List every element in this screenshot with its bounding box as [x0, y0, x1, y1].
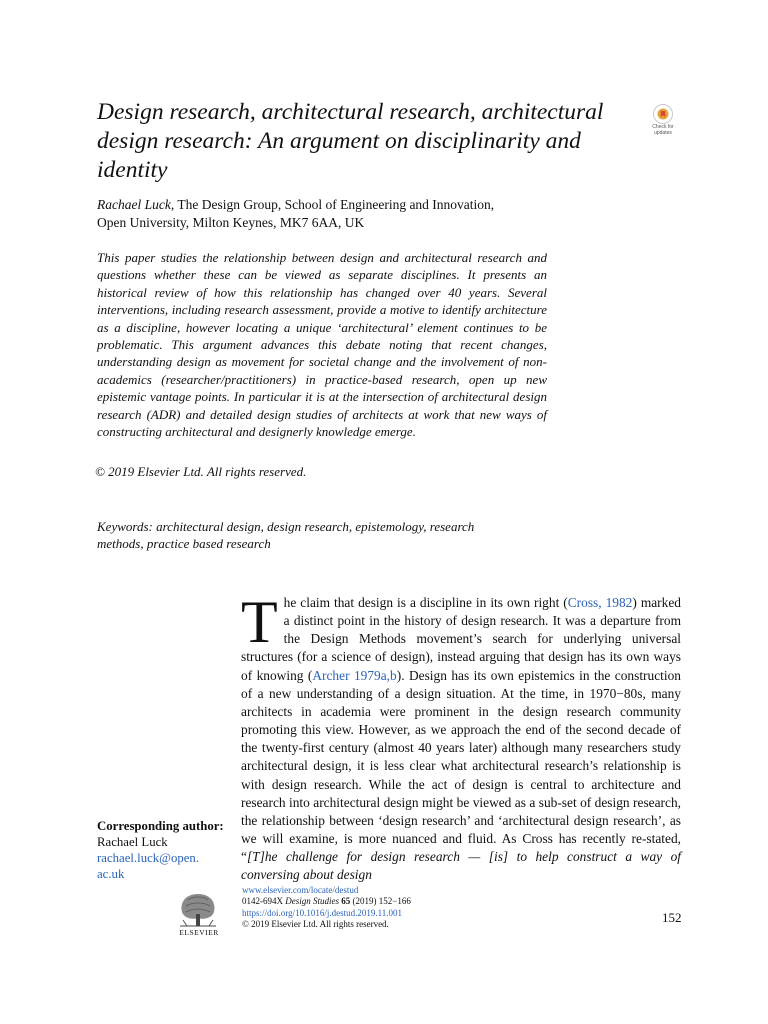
- publisher-logo-text: ELSEVIER: [179, 928, 219, 937]
- author-name: Rachael Luck: [97, 197, 171, 212]
- corresponding-author: [97, 818, 227, 882]
- abstract: This paper studies the relationship between design and architectural research and questions whether these can be viewed as separate disciplines. It presents an historical review of how this relationship has changed over 40 years. Several interventions, including research assessment, provide a motive to identify architecture as a discipline, however locating a unique ‘architectural’ element continues to be problematic. This argument advances this debate noting that recent changes, understanding design as movement for societal change and the involvement of non-academics (researcher/practitioners) in practice-based research, open up new epistemic vantage points. In particular it is at the intersection of architectural design research (ADR) and detailed design studies of architects at work that new ways of constructing architectural and designerly knowledge emerge.: [97, 250, 547, 440]
- paper-title: Design research, architectural research, architectural design research: An argument on disciplinarity and identity: [97, 99, 604, 183]
- check-for-updates-badge[interactable]: [648, 104, 678, 140]
- body-text-3: ). Design has its own epistemics in the construction of a new understanding of a design situation. At the time, in 1970−80s, many architects in academia were prominent in the design research community promoting this view. However, as we approach the end of the second decade of the twenty-first century (almost 40 years later) although many researchers study architectural design, it is less clear what architectural research’s relationship is with design research. While the act of design is central to architecture and research into architectural design might be viewed as a sub-set of design research, the relationship between ‘design research’ and ‘architectural design research’, as we will examine, is more nuanced and fluid. As Cross has recently re-stated, “: [241, 667, 681, 865]
- doi-link[interactable]: https://doi.org/10.1016/j.destud.2019.11.001: [242, 907, 403, 918]
- corresponding-author-name: Rachael Luck: [97, 835, 168, 849]
- author-affiliation: , The Design Group, School of Engineering and Innovation,: [170, 197, 495, 212]
- citation-line: 0142-694X Design Studies 65 (2019) 152−166: [242, 896, 411, 907]
- keywords: Keywords: architectural design, design research, epistemology, research methods, practice based research: [97, 519, 475, 552]
- citation-link-cross-1982[interactable]: Cross, 1982: [567, 595, 633, 610]
- footer-copyright: © 2019 Elsevier Ltd. All rights reserved.: [242, 919, 389, 930]
- journal-url-link[interactable]: www.elsevier.com/locate/destud: [242, 885, 359, 895]
- author-address: Open University, Milton Keynes, MK7 6AA, UK: [97, 215, 365, 230]
- bookmark-icon: [653, 104, 673, 124]
- page-footer: [242, 885, 622, 931]
- corresponding-author-heading: Corresponding author:: [97, 819, 224, 833]
- citation-link-archer-1979[interactable]: Archer 1979a,b: [312, 667, 397, 683]
- body-text-1: he claim that design is a discipline in its own right (: [283, 595, 568, 610]
- body-quote: [T]he challenge for design research — [is] to help construct a way of conversing about design: [241, 849, 681, 883]
- abstract-copyright: © 2019 Elsevier Ltd. All rights reserved.: [95, 464, 307, 479]
- body-text-2: ) marked a distinct point in the history of design research. It was a departure from the Design Methods movement’s search for underlying universal structures (for a science of design), instead arguing that design has its own ways of knowing (: [241, 595, 681, 683]
- drop-cap: T: [241, 589, 278, 655]
- corresponding-author-email[interactable]: rachael.luck@open. ac.uk: [97, 851, 200, 881]
- body-paragraph: [241, 589, 681, 885]
- author-block: [97, 196, 617, 232]
- page-number: 152: [662, 910, 682, 925]
- check-for-updates-label: Check for updates: [652, 124, 674, 136]
